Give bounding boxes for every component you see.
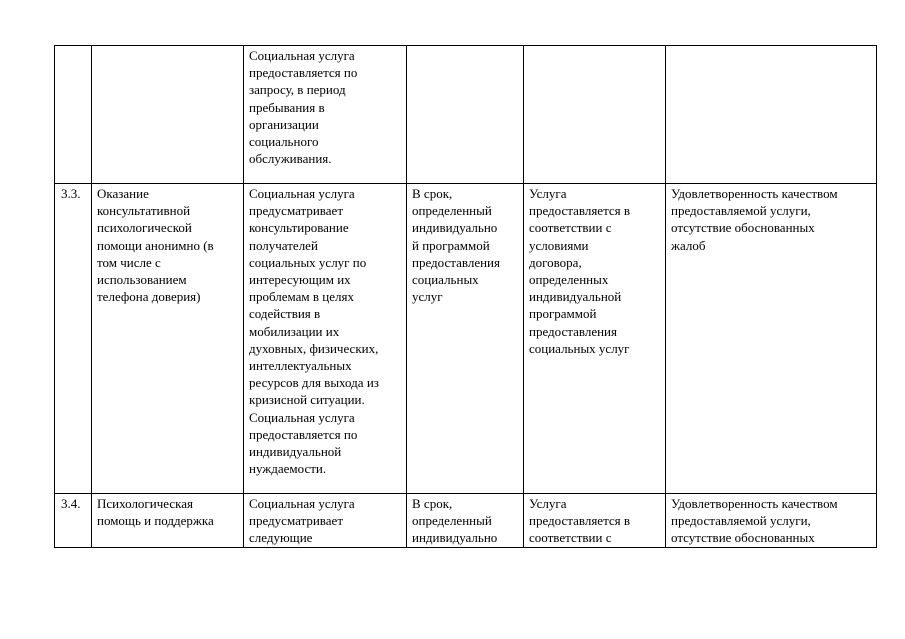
service-name-cell: Оказание консультативной психологической помощи анонимно (в том числе с использованием телефона доверия) (92, 184, 244, 494)
row-number-cell: 3.3. (55, 184, 92, 494)
table-row (55, 494, 877, 548)
service-conditions-cell: Услуга предоставляется в соответствии с условиями договора, определенных индивидуальной программой предоставления социальных услуг (524, 184, 666, 494)
row-number-cell: 3.4. (55, 494, 92, 548)
service-quality-cell (666, 46, 877, 184)
service-term-cell (407, 46, 524, 184)
service-name-cell (92, 46, 244, 184)
table-row (55, 184, 877, 494)
service-description-cell: Социальная услуга предусматривает консультирование получателей социальных услуг по интересующим их проблемам в целях содействия в мобилизации их духовных, физических, интеллектуальных ресурсов для выхода из кризисной ситуации. Социальная услуга предоставляется по индивидуальной нуждаемости. (244, 184, 407, 494)
service-description-cell: Социальная услуга предусматривает следующие (244, 494, 407, 548)
service-description-cell: Социальная услуга предоставляется по запросу, в период пребывания в организации социального обслуживания. (244, 46, 407, 184)
table-row (55, 46, 877, 184)
service-name-cell: Психологическая помощь и поддержка (92, 494, 244, 548)
services-table (54, 45, 877, 548)
service-conditions-cell: Услуга предоставляется в соответствии с (524, 494, 666, 548)
service-quality-cell: Удовлетворенность качеством предоставляемой услуги, отсутствие обоснованных (666, 494, 877, 548)
service-term-cell: В срок, определенный индивидуально й программой предоставления социальных услуг (407, 184, 524, 494)
service-quality-cell: Удовлетворенность качеством предоставляемой услуги, отсутствие обоснованных жалоб (666, 184, 877, 494)
service-term-cell: В срок, определенный индивидуально (407, 494, 524, 548)
row-number-cell (55, 46, 92, 184)
service-conditions-cell (524, 46, 666, 184)
